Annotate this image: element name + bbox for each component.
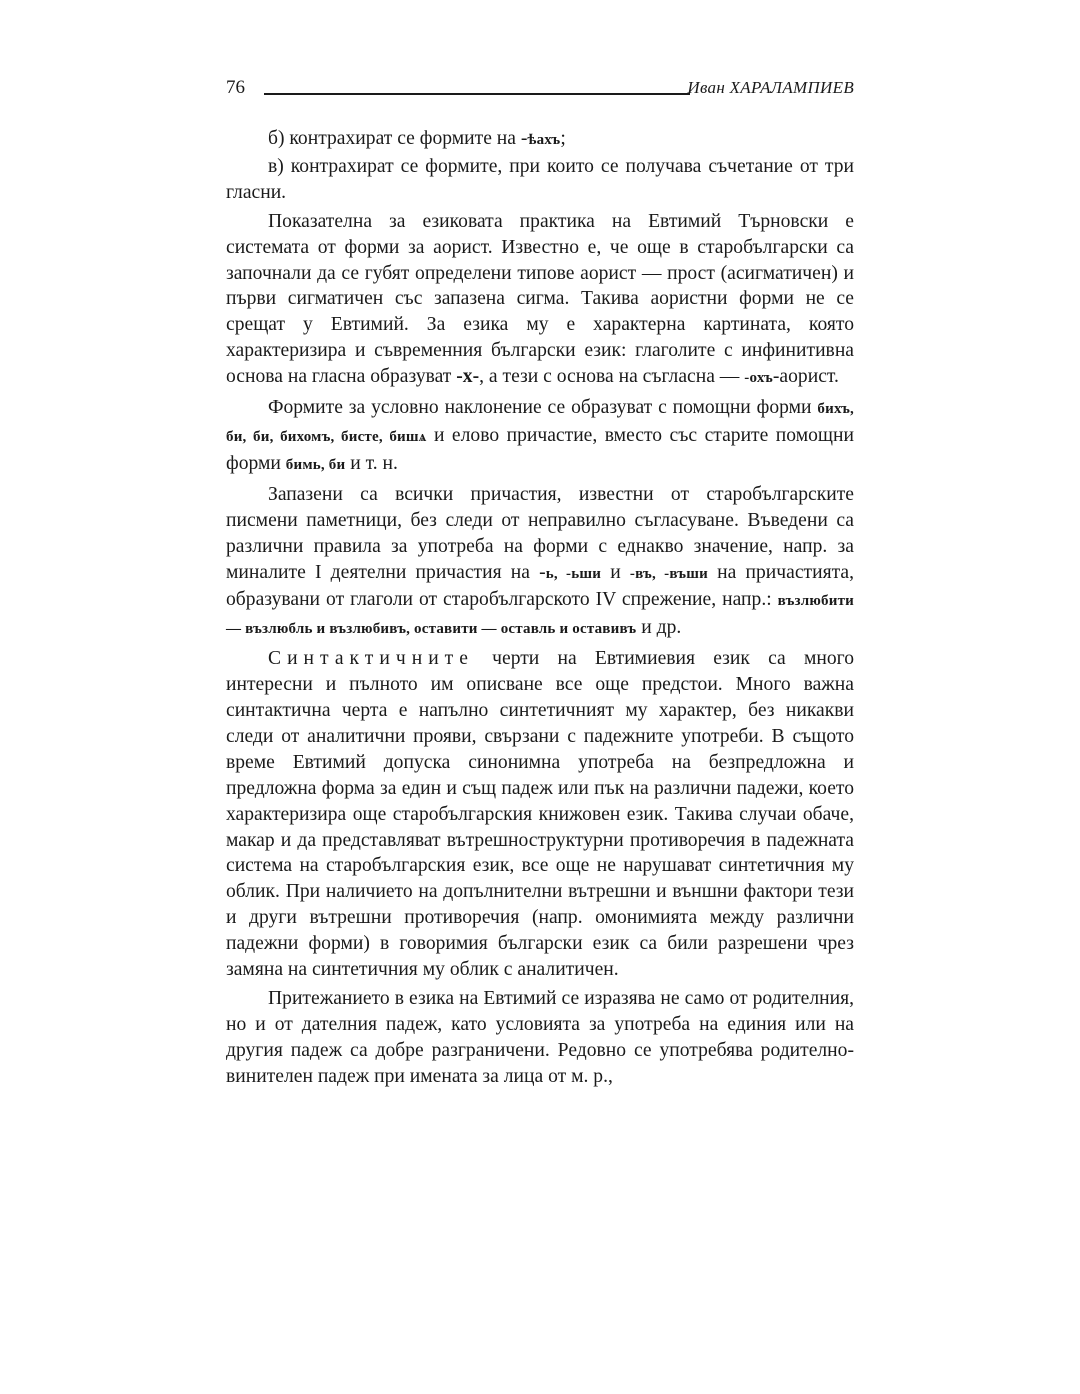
old-bulgarian-form: -охъ [744, 370, 773, 387]
paragraph-participles [226, 482, 854, 643]
spaced-term: Синтактичните [268, 648, 474, 670]
text-run: ; [560, 128, 566, 149]
old-bulgarian-form: ѣахъ [527, 132, 561, 148]
text-run: Запазени са всички причастия, известни от старобългарските писмени паметници, без следи от неправилно съгласуване. Въведени са различни правила за употреба на форми с еднакво значение, напр. за миналите I деятелни причастия на - [226, 483, 854, 583]
suffix-form: -х- [456, 366, 480, 388]
paragraph-conditional [226, 395, 854, 479]
paragraph-syntax [226, 646, 854, 983]
text-run: , а тези с основа на съгласна — [479, 366, 745, 388]
text-run: б) контрахират се формите на - [268, 128, 528, 149]
text-run: и елово причастие, вместо със старите помощни форми [226, 424, 854, 474]
body-text [226, 126, 854, 1090]
text-run: и т. н. [345, 452, 398, 474]
text-run: -аорист. [772, 366, 839, 388]
text-run: Показателна за езиковата практика на Евтимий Търновски е системата от форми за аорист. Известно е, че още в старобългарски са започнали да се губят определени типове аорист — прост (асигматичен) и първи сигматичен със запазена сигма. Такива аористни форми не се срещат у Евтимий. За езика му е характерна картината, която характеризира и съвременния български език: глаголите с инфинитивна основа на гласна образуват [226, 210, 854, 388]
old-bulgarian-form: бимь, би [285, 456, 346, 473]
paragraph-possession: Притежанието в езика на Евтимий се изразява не само от родителния, но и от дателния падеж, като условията за употреба на единия или на другия падеж са добре разграничени. Редовно се употребява родително-винителен падеж при имената за лица от м. р., [226, 988, 854, 1087]
running-head: Иван ХАРАЛАМПИЕВ [687, 78, 854, 97]
text-run: и [601, 561, 630, 583]
paragraph-list-item-c: в) контрахират се формите, при които се получава съчетание от три гласни. [226, 155, 854, 203]
paragraph-list-item-b [226, 126, 854, 154]
page-header [226, 76, 854, 100]
text-run: черти на Евтимиевия език са много интересни и пълното им описване все още предстои. Много важна синтактична черта е напълно синтетичният му характер, без никакви следи от аналитични прояви, свързани с падежните употреби. В същото време Евтимий допуска синонимна употреба на безпредложна и предложна форма за един и същ падеж или пък на различни падежи, което характеризира още старобългарския книжовен език. Такива случаи обаче, макар и да представляват вътрешноструктурни противоречия в падежната система на старобългарския език, все още не нарушават синтетичния му облик. При наличието на допълнителни вътрешни и външни фактори тези и други вътрешни противоречия (напр. омонимията между различни падежни форми) в говоримия български език са били разрешени чрез замяна на синтетичния му облик с аналитичен. [226, 648, 854, 981]
page-number: 76 [226, 77, 245, 98]
paragraph-aorist [226, 209, 854, 392]
header-rule [264, 93, 690, 95]
text-run: на причастията, образувани от глаголи от старобългарското IV спрежение, напр.: [226, 561, 854, 611]
old-bulgarian-form: възлюбити — възлюбль и възлюбивъ, оставити — оставль и оставивъ [226, 593, 854, 638]
text-run: Формите за условно наклонение се образуват с помощни форми [268, 397, 818, 419]
text-run: и др. [636, 617, 682, 639]
old-bulgarian-form: -въ, -въши [629, 565, 708, 582]
old-bulgarian-form: бихъ, би, би, бихомъ, бисте, бишѧ [226, 401, 854, 445]
old-bulgarian-form: ь, -ьши [545, 565, 602, 582]
